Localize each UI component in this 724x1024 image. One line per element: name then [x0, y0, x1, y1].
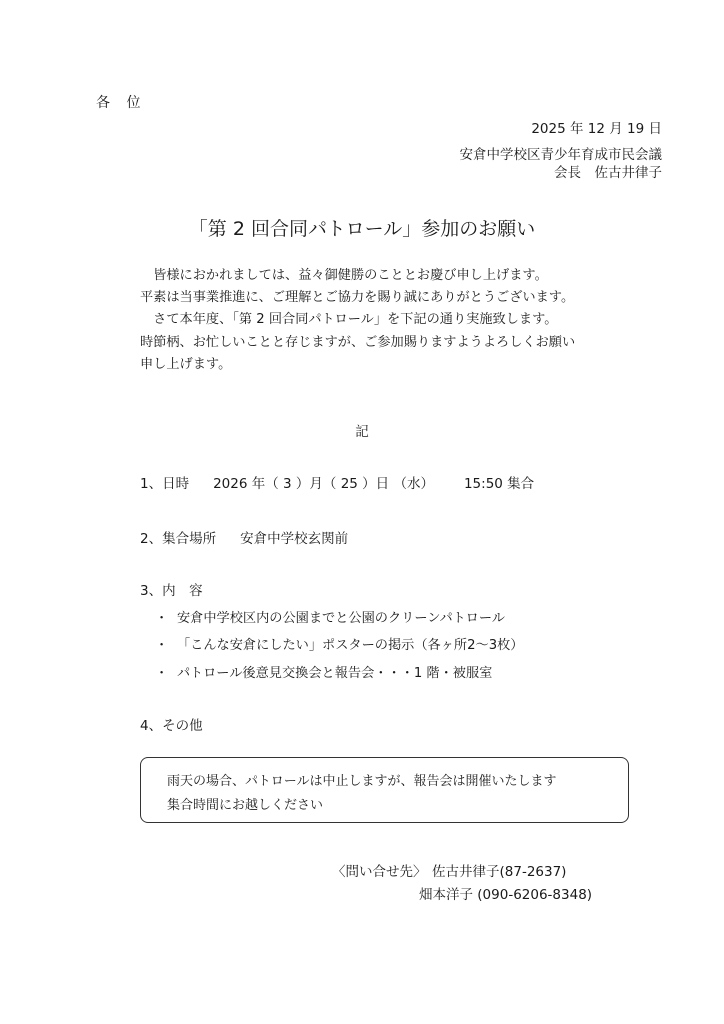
list-item — [155, 662, 492, 681]
item-content-label: 3、内 容 — [140, 583, 203, 599]
body-line: 時節柄、お忙しいことと存じますが、ご参加賜りますようよろしくお願い — [140, 334, 576, 350]
contact-person-1: 佐古井律子(87-2637) — [432, 864, 567, 880]
contact-label: 〈問い合せ先〉 — [332, 864, 427, 880]
bullet-mark: ・ — [155, 611, 169, 626]
body-line: さて本年度、「第 2 回合同パトロール」を下記の通り実施致します。 — [140, 312, 558, 328]
body-line: 平素は当事業推進に、ご理解とご協力を賜り誠にありがとうございます。 — [140, 290, 575, 306]
datetime-time: 15:50 集合 — [463, 476, 535, 492]
issue-date: 2025 年 12 月 19 日 — [531, 121, 662, 137]
list-item — [155, 634, 523, 653]
note-box — [140, 757, 629, 823]
place-label: 2、集合場所 — [140, 531, 217, 547]
item-other-label: 4、その他 — [140, 718, 203, 734]
body-line: 皆様におかれましては、益々御健勝のこととお慶び申し上げます。 — [140, 268, 548, 283]
body-line: 申し上げます。 — [140, 356, 232, 372]
document-title: 「第 2 回合同パトロール」参加のお願い — [188, 218, 536, 240]
place-value: 安倉中学校玄関前 — [240, 531, 349, 547]
body-text — [140, 265, 575, 376]
contact-person-2: 畑本洋子 (090-6206-8348) — [419, 887, 593, 903]
bullet-mark: ・ — [155, 638, 169, 653]
bullet-mark: ・ — [155, 666, 169, 681]
president-name: 会長 佐古井律子 — [554, 165, 662, 181]
bullet-text: 「こんな安倉にしたい」ポスターの掲示（各ヶ所2～3枚） — [177, 638, 524, 653]
ki-heading: 記 — [355, 424, 369, 440]
datetime-value: 2026 年（ 3 ）月（ 25 ）日 （水） — [213, 476, 434, 492]
organization-name: 安倉中学校区青少年育成市民会議 — [459, 147, 662, 163]
bullet-text: 安倉中学校区内の公園までと公園のクリーンパトロール — [177, 611, 505, 626]
note-line: 雨天の場合、パトロールは中止しますが、報告会は開催いたします — [167, 774, 557, 789]
list-item — [155, 607, 505, 626]
note-line: 集合時間にお越しください — [167, 798, 324, 813]
item-datetime — [140, 472, 534, 492]
bullet-text: パトロール後意見交換会と報告会・・・1 階・被服室 — [177, 666, 493, 681]
addressee: 各 位 — [96, 95, 147, 111]
item-place — [140, 527, 348, 547]
datetime-label: 1、日時 — [140, 476, 190, 492]
